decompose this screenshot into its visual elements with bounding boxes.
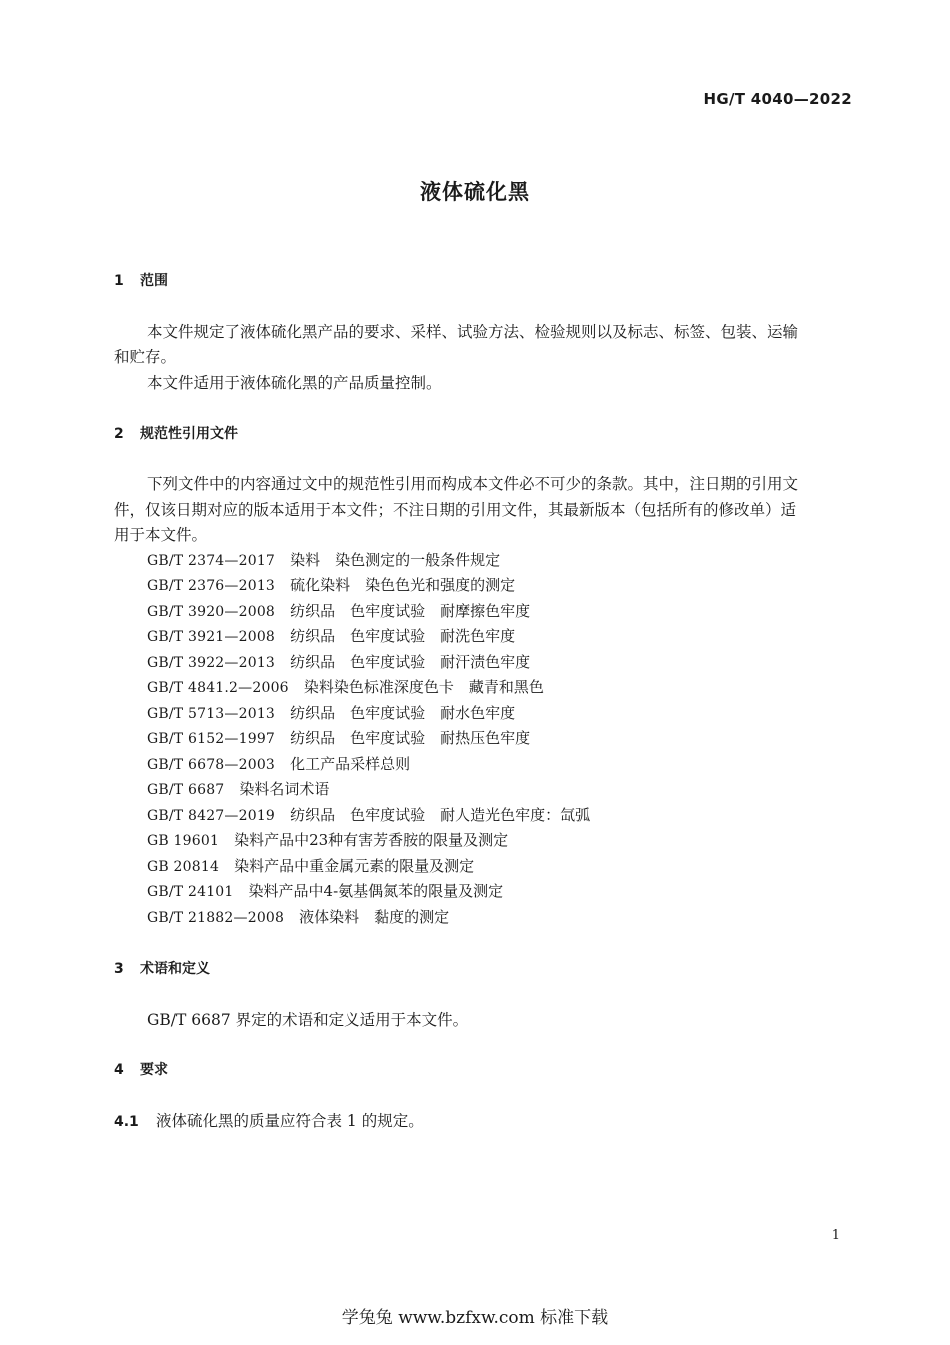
reference-title: 染料染色标准深度色卡 藏青和黑色: [303, 678, 544, 696]
references-intro-line-1: 下列文件中的内容通过文中的规范性引用而构成本文件必不可少的条款。其中，注日期的引用文: [147, 475, 799, 493]
scope-paragraph-2: 本文件适用于液体硫化黑的产品质量控制。: [147, 374, 442, 392]
clause-number: 4.1: [114, 1114, 139, 1130]
scope-paragraph-line-2: 和贮存。: [114, 348, 177, 366]
section-number: 1: [114, 273, 124, 289]
reference-item: [147, 600, 530, 621]
reference-item: [147, 855, 474, 876]
reference-item: [147, 676, 544, 697]
scope-paragraph-line-1: 本文件规定了液体硫化黑产品的要求、采样、试验方法、检验规则以及标志、标签、包装、运输: [147, 323, 799, 341]
section-2-heading: [114, 423, 238, 443]
reference-code: GB/T 8427—2019: [147, 808, 276, 824]
reference-code: GB/T 2374—2017: [147, 553, 276, 569]
reference-title: 纺织品 色牢度试验 耐汗渍色牢度: [290, 653, 531, 671]
reference-code: GB/T 3922—2013: [147, 655, 276, 671]
references-intro-line-3: 用于本文件。: [114, 526, 208, 544]
reference-item: [147, 829, 508, 850]
reference-title: 染料 染色测定的一般条件规定: [290, 551, 501, 569]
reference-code: GB/T 3920—2008: [147, 604, 276, 620]
reference-title: 纺织品 色牢度试验 耐洗色牢度: [290, 627, 516, 645]
section-title: 规范性引用文件: [140, 426, 238, 442]
reference-title: 染料产品中重金属元素的限量及测定: [234, 857, 475, 875]
reference-title: 染料产品中23种有害芳香胺的限量及测定: [234, 831, 509, 849]
reference-code: GB/T 5713—2013: [147, 706, 276, 722]
section-title: 要求: [140, 1062, 168, 1078]
reference-title: 纺织品 色牢度试验 耐水色牢度: [290, 704, 516, 722]
document-title: 液体硫化黑: [420, 180, 530, 204]
references-intro-line-2: 件，仅该日期对应的版本适用于本文件；不注日期的引用文件，其最新版本（包括所有的修改单）适: [114, 501, 797, 519]
reference-item: [147, 625, 515, 646]
reference-title: 纺织品 色牢度试验 耐人造光色牢度：氙弧: [290, 806, 591, 824]
reference-item: [147, 804, 590, 825]
reference-code: GB/T 6687: [147, 782, 225, 798]
section-number: 4: [114, 1062, 124, 1078]
reference-title: 染料名词术语: [239, 780, 330, 798]
reference-item: [147, 753, 410, 774]
section-title: 术语和定义: [140, 961, 210, 977]
section-number: 3: [114, 961, 124, 977]
reference-item: [147, 727, 530, 748]
reference-item: [147, 778, 329, 799]
reference-code: GB/T 4841.2—2006: [147, 680, 289, 696]
section-4-heading: [114, 1059, 168, 1079]
section-3-heading: [114, 958, 210, 978]
footer-watermark: 学兔兔 www.bzfxw.com 标准下载: [341, 1308, 609, 1328]
reference-title: 硫化染料 染色色光和强度的测定: [290, 576, 516, 594]
reference-title: 化工产品采样总则: [290, 755, 411, 773]
reference-code: GB/T 21882—2008: [147, 910, 285, 926]
terms-paragraph: GB/T 6687 界定的术语和定义适用于本文件。: [147, 1011, 469, 1029]
reference-code: GB/T 6678—2003: [147, 757, 276, 773]
reference-item: [147, 906, 449, 927]
reference-item: [147, 574, 515, 595]
clause-4-1: [114, 1109, 424, 1131]
reference-item: [147, 880, 503, 901]
reference-item: [147, 651, 530, 672]
reference-title: 液体染料 黏度的测定: [299, 908, 450, 926]
reference-title: 纺织品 色牢度试验 耐热压色牢度: [290, 729, 531, 747]
section-number: 2: [114, 426, 124, 442]
reference-code: GB/T 6152—1997: [147, 731, 276, 747]
standard-code: HG/T 4040—2022: [703, 90, 852, 108]
reference-code: GB/T 3921—2008: [147, 629, 276, 645]
reference-code: GB 20814: [147, 859, 220, 875]
page-number: 1: [831, 1228, 840, 1243]
reference-title: 染料产品中4-氨基偶氮苯的限量及测定: [248, 882, 504, 900]
reference-title: 纺织品 色牢度试验 耐摩擦色牢度: [290, 602, 531, 620]
reference-code: GB/T 2376—2013: [147, 578, 276, 594]
reference-code: GB 19601: [147, 833, 220, 849]
reference-item: [147, 549, 500, 570]
reference-code: GB/T 24101: [147, 884, 234, 900]
clause-text: 液体硫化黑的质量应符合表 1 的规定。: [156, 1112, 424, 1130]
section-title: 范围: [140, 273, 168, 289]
reference-item: [147, 702, 515, 723]
section-1-heading: [114, 270, 168, 290]
